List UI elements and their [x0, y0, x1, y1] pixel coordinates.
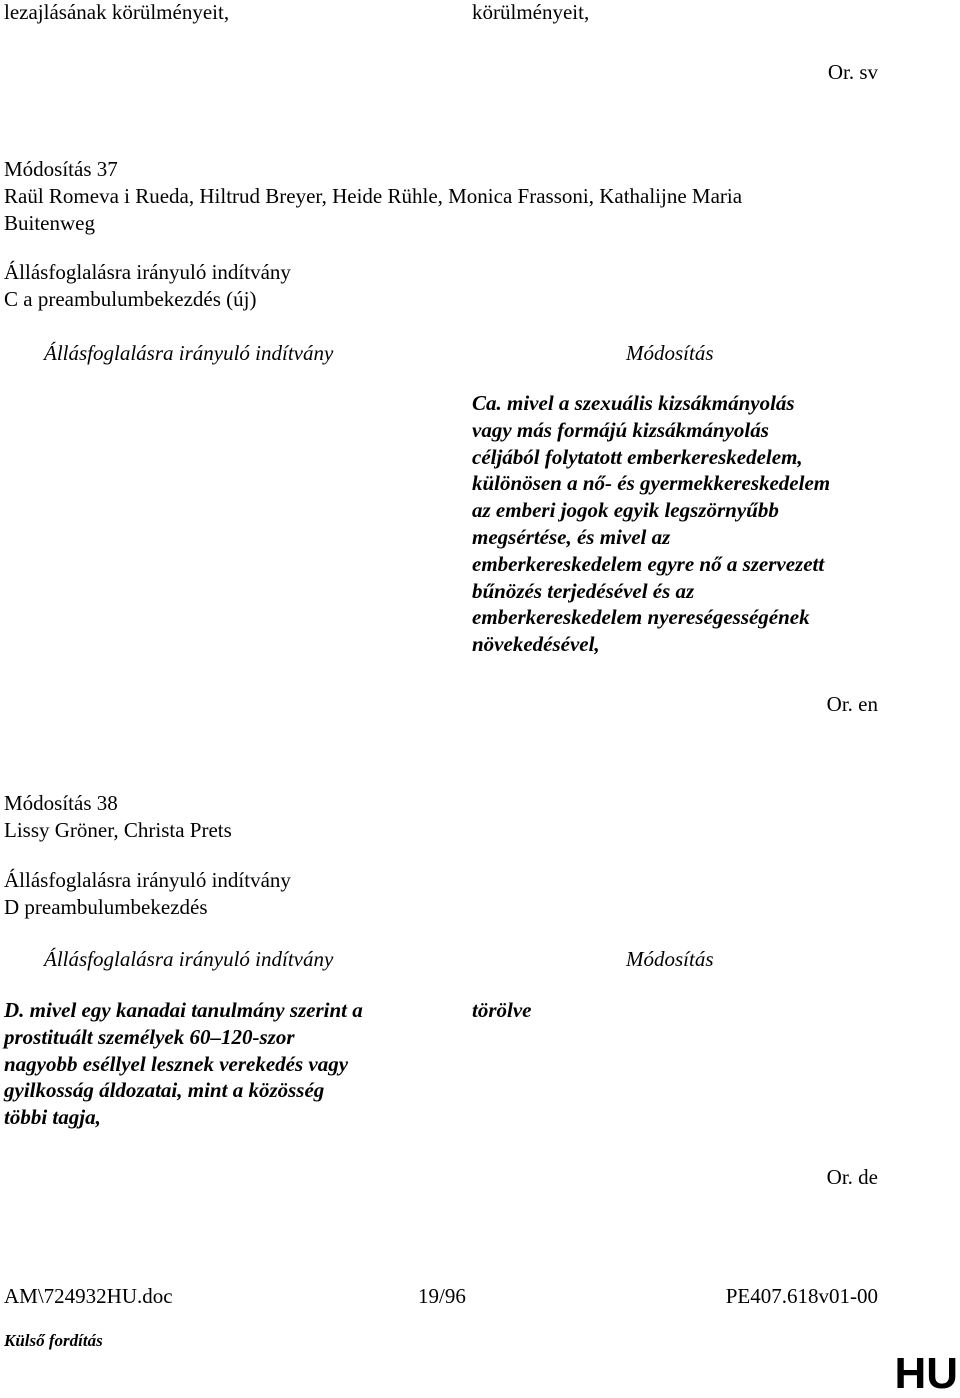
amendment-37-text-line: emberkereskedelem egyre nő a szervezett [472, 551, 825, 576]
amendment-38-text-line: nagyobb eséllyel lesznek verekedés vagy [4, 1051, 349, 1076]
amendment-38-text-line: D. mivel egy kanadai tanulmány szerint a [4, 998, 363, 1022]
amendment-38-deleted-text: törölve [472, 998, 532, 1022]
amendment-37-text-line: bűnözés terjedésével és az [472, 578, 695, 603]
amendment-37-left-column-header: Állásfoglalásra irányuló indítvány [44, 341, 334, 365]
footer-page-number: 19/96 [418, 1284, 466, 1308]
amendment-37-reference: C a preambulumbekezdés (új) [4, 287, 257, 311]
amendment-37-text-line: megsértése, és mivel az [472, 524, 671, 549]
amendment-37-text-line: Ca. mivel a szexuális kizsákmányolás [472, 391, 795, 415]
amendment-37-amended-text [472, 390, 912, 658]
amendment-37-right-column-header: Módosítás [626, 341, 714, 365]
footer-language-code: HU [894, 1349, 958, 1398]
amendment-37-text-line: céljából folytatott emberkereskedelem, [472, 444, 803, 469]
original-language-en: Or. en [826, 692, 878, 716]
amendment-38-text-line: prostituált személyek 60–120-szor [4, 1024, 295, 1049]
original-language-sv: Or. sv [827, 60, 878, 84]
amendment-37-text-line: vagy más formájú kizsákmányolás [472, 417, 769, 442]
top-left-fragment: lezajlásának körülményeit, [4, 0, 230, 24]
amendment-37-text-line: emberkereskedelem nyereségességének [472, 605, 810, 630]
top-right-fragment: körülményeit, [472, 0, 590, 24]
amendment-38-reference: D preambulumbekezdés [4, 895, 208, 919]
amendment-37-text-line: az emberi jogok egyik legszörnyűbb [472, 498, 779, 523]
footer-translation-note: Külső fordítás [4, 1331, 103, 1350]
amendment-37-authors-line2: Buitenweg [4, 211, 95, 235]
amendment-38-original-text [4, 997, 444, 1131]
amendment-38-doc-type: Állásfoglalásra irányuló indítvány [4, 868, 291, 892]
amendment-37-text-line: növekedésével, [472, 632, 600, 657]
amendment-38-authors: Lissy Gröner, Christa Prets [4, 818, 232, 842]
amendment-37-authors-line1: Raül Romeva i Rueda, Hiltrud Breyer, Heide Rühle, Monica Frassoni, Kathalijne Maria [4, 184, 743, 208]
footer-doc-reference: AM\724932HU.doc [4, 1284, 173, 1308]
amendment-38-text-line: többi tagja, [4, 1105, 101, 1130]
amendment-38-text-line: gyilkosság áldozatai, mint a közösség [4, 1078, 325, 1103]
amendment-38-right-column-header: Módosítás [626, 947, 714, 971]
amendment-37-text-line: különösen a nő- és gyermekkereskedelem [472, 471, 831, 496]
amendment-37-number: Módosítás 37 [4, 157, 118, 181]
amendment-38-left-column-header: Állásfoglalásra irányuló indítvány [44, 947, 334, 971]
amendment-38-number: Módosítás 38 [4, 791, 118, 815]
footer-pe-reference: PE407.618v01-00 [725, 1284, 878, 1308]
original-language-de: Or. de [826, 1165, 878, 1189]
amendment-37-doc-type: Állásfoglalásra irányuló indítvány [4, 260, 291, 284]
